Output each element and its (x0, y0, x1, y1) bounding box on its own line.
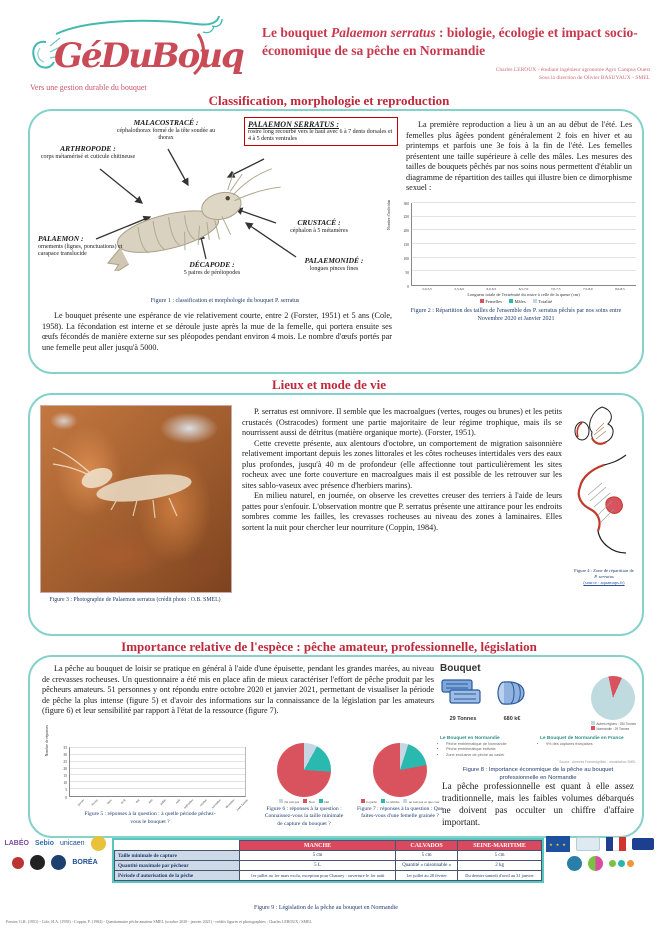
photo-shrimp-overlay (49, 446, 221, 526)
crustace-name: CRUSTACÉ : (297, 218, 341, 227)
malacostrace-desc: céphalothorax formé de la tête soudée au thorax (116, 127, 216, 141)
x-tick-label (232, 797, 249, 812)
bouquet-normandie-block (440, 736, 532, 759)
figure8-pie-legend (591, 721, 636, 732)
fishing-pot-icon (494, 676, 530, 710)
palaemonide-name: PALAEMONIDÉ : (304, 256, 364, 265)
figure5-caption (54, 811, 246, 826)
femelles-swatch (480, 299, 484, 303)
periode-manche: 1er juillet au 1er mars exclu, exception pour Chausey : ouverture le 1er août (240, 871, 396, 881)
x-tick-label (191, 797, 208, 810)
legend-males (509, 299, 526, 304)
fig6-swatch-oui (319, 799, 323, 803)
tonnage-stat (440, 676, 486, 722)
borea-logo: BORÉA (72, 859, 98, 866)
quantite-calvados: Quantité « raisonnable » (396, 861, 458, 871)
fig6-legend-item1 (279, 799, 299, 804)
table-corner-cell (115, 841, 240, 851)
y-tick-label: 0 (65, 795, 67, 800)
y-tick-label: 50 (405, 270, 409, 275)
decapode-name: DÉCAPODE : (189, 260, 235, 269)
fig7-legend-label2: la relâche (386, 800, 400, 804)
row-label-taille: Taille minimale de capture (115, 851, 240, 861)
figure5-caption-line1: Figure 5 : réponses à la question : à quelle période pêchez- (84, 811, 216, 817)
x-tick-text: août (174, 798, 181, 805)
fig7-swatch-nesaitpas (403, 799, 407, 803)
france-flag-logo (606, 837, 626, 851)
y-tick-label: 30 (63, 752, 67, 757)
section2-paragraph3: En milieu naturel, en journée, on observe les crevettes creuser des terriers à l'aide de leurs pattes pour s'enfouir. L'observation montre que P. serratus présente une attirance pour les endroits sombres comme les failles, les crevasses rocheuses au niveau des zones à laminaires. Elles sortent la nuit pour chercher leur nourriture (Coppin, 1984). (242, 491, 562, 532)
section3-intro-paragraph: La pêche au bouquet de loisir se pratique en général à l'aide d'une épuisette, pendant les grandes marées, au niveau de crevasses rocheuses. Un questionnaire a été mis en place afin de mieux caractériser l'effort de pêche produit par les pêcheurs amateurs. 51 personnes y ont répondu entre octobre 2020 et janvier 2021, permettant de visualiser la période de pêche la plus intense (figure 5) et d'avoir des informations sur la connaissance de la législation par les amateurs (figure 6) et leur sensibilité par rapport à l'état de la ressource (figure 7). (42, 664, 434, 715)
figure7-caption (354, 806, 446, 821)
x-tick-text: avril (119, 798, 127, 805)
periode-seine-maritime: Du dernier samedi d'avril au 31 janvier (458, 871, 542, 881)
label-palaemon-serratus (244, 117, 398, 146)
fig8-legend-red (591, 726, 636, 731)
gridline (412, 216, 636, 217)
x-tick-label (219, 797, 236, 810)
figure7-caption-line1: Figure 7 : réponses à la question : Que (356, 806, 444, 812)
section1-right-paragraph: La première reproduction a lieu à un an au début de l'été. Les femelles plus âgées pondent généralement 2 fois en hiver et au printemps et parfois une 3e fois à la fin de l'été. Les femelles présentent une taille supérieure à celle des mâles. Les mesures des tailles de bouquets pêchés par nos soins nous permettent d'établir un diagramme de répartition des tailles qui illustre bien ce dimorphisme sexuel : (406, 120, 632, 192)
labeo-logo: LABÉO (4, 840, 29, 847)
figure6-pie (277, 743, 331, 797)
x-tick-text: juin (147, 798, 154, 805)
figure7-legend (354, 799, 446, 804)
section2-paragraph1: P. serratus est omnivore. Il semble que les macroalgues (vertes, rouges ou brunes) et les petits crustacés (Ostracodes) forment une partie majoritaire de leur régime trophique, mais ils se nourrissent aussi de détritus (matière organique morte). (Forster, 1951). (242, 407, 562, 437)
figure6-legend (262, 799, 346, 804)
table-row (115, 851, 542, 861)
figure9-caption: Figure 9 : Législation de la pêche au bouquet en Normandie (254, 905, 398, 911)
figure8-caption-line1: Figure 8 : Importance économique de la pêche au bouquet (462, 767, 614, 774)
x-tick-label: 7,0-7,5 (550, 287, 561, 291)
eu-flag-logo: ★ ★ ★ (546, 836, 570, 852)
figure8-caption-line2: professionnelle en Normandie (499, 775, 577, 781)
title-part1: Le bouquet (262, 25, 332, 40)
partner-logo-blue-rect (632, 838, 654, 850)
decapode-desc: 5 paires de péréiopodes (183, 269, 241, 276)
section1-panel (28, 109, 644, 374)
bouquet-france-list (546, 742, 632, 748)
logo-tagline: Vers une gestion durable du bouquet (30, 83, 147, 92)
x-tick-text: décembre (224, 798, 236, 810)
figure8-pie (591, 676, 635, 720)
x-tick-label (123, 797, 140, 810)
figure2-caption (396, 307, 636, 323)
sebio-logo: Sebio (34, 840, 55, 847)
figure6-caption-line1: Figure 6 : réponses à la question : (266, 806, 342, 812)
fig8-legend-normandie-label: Normandie : 29 Tonnes (596, 727, 630, 732)
partner-logo-navy-circle (51, 855, 66, 870)
x-tick-label: 5,5-6,0 (454, 287, 465, 291)
y-tick-label: 20 (63, 766, 67, 771)
bouquet-france-title: Le Bouquet de Normandie en France (540, 735, 624, 741)
figure4-distribution-map (568, 403, 640, 587)
figure5-y-axis (45, 725, 69, 800)
x-tick-text: septembre (182, 798, 195, 810)
figure2-size-distribution-chart (387, 199, 636, 323)
revenue-stat (494, 676, 530, 722)
label-crustace (260, 219, 378, 235)
gridline (70, 781, 245, 782)
fig6-legend-item3 (319, 799, 330, 804)
malacostrace-name: MALACOSTRACÉ : (133, 118, 199, 127)
revenue-value: 680 k€ (503, 716, 521, 722)
y-tick-label: 100 (403, 256, 409, 261)
figure2-x-axis-title: Longueur totale de l'extrémité du rostre à celle de la queue (cm) (467, 292, 580, 297)
legend-totalite-label: Totalité (538, 299, 553, 304)
partner-logo-pink-green (588, 856, 603, 871)
figure1-caption: Figure 1 : classification et morphologie du bouquet P. serratus (150, 298, 300, 304)
quantite-manche: 5 L (240, 861, 396, 871)
quantite-seine-maritime: 2 kg (458, 861, 542, 871)
legend-femelles (480, 299, 502, 304)
x-tick-label: 7,5-8,0 (582, 287, 593, 291)
figure6-pie-chart (262, 743, 346, 828)
figure2-caption-line2: Novembre 2020 et Janvier 2021 (477, 316, 555, 323)
credit-line-2: Sous la direction de Olivier BASUYAUX - SMEL (538, 75, 650, 82)
label-malacostrace (110, 119, 222, 141)
partner-logos-left (2, 836, 108, 870)
x-tick-label: 5,0-5,5 (422, 287, 432, 291)
bouquet-heading: Bouquet (440, 663, 481, 674)
logo-wordmark: GéDuBouq (54, 36, 243, 76)
x-tick-text: mai (133, 798, 140, 805)
y-tick-label: 25 (63, 759, 67, 764)
fig6-legend-label1: Ne sait pas (284, 800, 300, 804)
legend-totalite (533, 299, 552, 304)
bouquet-france-block (540, 736, 632, 759)
section2-panel (28, 393, 644, 636)
y-tick-label: 35 (63, 745, 67, 750)
x-tick-label (96, 797, 113, 810)
section3-panel (28, 655, 644, 838)
figure2-plot-area (411, 203, 636, 286)
x-tick-label: 6,0-6,5 (486, 287, 497, 291)
fig7-legend-item1 (361, 799, 377, 804)
figure8-economic-infographic (440, 663, 636, 783)
fig8-legend-autres-label: Autres régions : 250 Tonnes (596, 722, 636, 726)
figure4-caption-line1: Figure 4 : Zone de répartition de (574, 568, 634, 573)
row-label-periode: Période d'autorisation de la pêche (115, 871, 240, 881)
partner-logo-yellow (91, 836, 106, 851)
x-tick-text: janvier (76, 798, 86, 807)
table-row (115, 871, 542, 881)
label-decapode (158, 261, 266, 277)
section2-text (242, 407, 562, 533)
gridline (70, 788, 245, 789)
fig7-swatch-relache (381, 799, 385, 803)
x-tick-label (137, 797, 154, 810)
bouquet-normandie-item3: • Zone exclusive de pêche au casier (446, 753, 532, 759)
serratus-desc: rostre long recourbé vers le haut avec 6 à 7 dents dorsales et 4 à 5 dents ventrales (248, 129, 393, 143)
table-header-manche: MANCHE (240, 841, 396, 851)
y-tick-label: 15 (63, 774, 67, 779)
section1-title: Classification, morphologie et reproduction (208, 93, 450, 108)
tonnage-value: 29 Tonnes (449, 716, 477, 722)
arthropode-name: ARTHROPODE : (60, 144, 116, 153)
bouquet-normandie-item1: • Pêche emblématique de Normandie (446, 742, 532, 748)
fig6-swatch-nesaitpas (279, 799, 283, 803)
gridline (412, 270, 636, 271)
figure7-caption-line2: faites-vous d'une femelle grainée ? (361, 813, 439, 820)
bouquet-france-item1: • 9% des captures françaises (546, 742, 632, 748)
table-row (115, 861, 542, 871)
periode-calvados: 1er juillet au 28 février (396, 871, 458, 881)
author-credits (415, 66, 650, 83)
gridline (412, 202, 636, 203)
x-tick-label (151, 797, 168, 810)
fig7-legend-label3: ne sait pas ce que c'est (408, 800, 440, 804)
partner-logo-teal-circle (567, 856, 582, 871)
x-tick-label (205, 797, 222, 810)
x-tick-text: toute l'année (235, 798, 249, 812)
bouquet-stats-row (440, 676, 636, 732)
x-tick-label (164, 797, 181, 810)
x-tick-label (83, 797, 100, 810)
y-tick-label: 250 (403, 215, 409, 220)
x-tick-label: 8,0-8,5 (615, 287, 625, 291)
fig7-swatch-garde (361, 799, 365, 803)
crustace-desc: céphalon à 5 métamères (290, 227, 348, 234)
fig7-legend-item3 (403, 799, 439, 804)
figure1-classification-diagram (38, 117, 396, 301)
figure2-y-axis (387, 199, 411, 289)
taille-calvados: 5 cm (396, 851, 458, 861)
y-tick-label: 10 (63, 781, 67, 786)
unicaen-logo: unicaen (60, 840, 85, 847)
x-tick-text: février (90, 798, 100, 807)
bibliography-line: Forster, G.R. (1951) - Cole, H.A. (1958) - Coppin, F. (1984) - Questionnaire pêche amateur SMEL (octobre 2020 - janvier 2021) - crédits figures et photographies : Charles LEROUX / SMEL (6, 919, 312, 924)
fig6-swatch-non (303, 799, 307, 803)
legend-males-label: Mâles (514, 299, 526, 304)
partner-logos-right (544, 836, 656, 871)
section2-paragraph2: Cette crevette présente, aux alentours d'octobre, un comportement de migration saisonnière relativement important depuis les zones littorales et les côtes rocheuses intertidales vers des eaux plus profondes, jusqu'à 40 m de profondeur (elle affectionne tout particulièrement les sites rocheux avec une forte couverture en macroalgues mais il est possible de les retrouver sur les sites sablo-vaseux avec présence d'herbiers marins). (242, 438, 562, 490)
figure3-caption: Figure 3 : Photographie de Palaemon serratus (crédit photo : O.B. SMEL) (49, 597, 221, 603)
figure4-source-link[interactable]: (source : aquamaps.fr) (583, 580, 625, 586)
section2-title: Lieux et mode de vie (271, 377, 387, 392)
section3-title: Importance relative de l'espèce : pêche amateur, professionnelle, législation (121, 639, 537, 654)
bouquet-normandie-list (446, 742, 532, 759)
figure4-caption-line2: P. serratus (594, 574, 614, 580)
y-tick-label: 0 (407, 284, 409, 289)
taille-manche: 5 cm (240, 851, 396, 861)
x-tick-label (178, 797, 195, 810)
x-tick-text: mars (105, 798, 113, 805)
figure6-caption-line2: Connaissez-vous la taille minimale (264, 813, 344, 820)
gridline (70, 768, 245, 769)
label-palaemon (38, 235, 130, 257)
bouquet-subsections (440, 736, 636, 759)
x-tick-text: octobre (198, 798, 208, 808)
credit-line-1: Charles LEROUX - étudiant ingénieur agronome Agro Campus Ouest (495, 67, 650, 73)
gedubouq-logo (26, 12, 243, 94)
label-arthropode (40, 145, 136, 161)
table-header-calvados: CALVADOS (396, 841, 458, 851)
bouquet-normandie-title: Le Bouquet en Normandie (440, 735, 500, 741)
poster-title (262, 24, 652, 60)
figure7-pie (373, 743, 427, 797)
gridline (412, 257, 636, 258)
figure2-x-labels (411, 286, 636, 291)
fig8-swatch-autres (591, 721, 595, 725)
figure7-pie-chart (354, 743, 446, 821)
partner-logo-red (12, 857, 24, 869)
males-swatch (509, 299, 513, 303)
fig7-legend-label1: la garde (366, 800, 377, 804)
europe-coast-map (568, 403, 640, 561)
label-palaemonide (278, 257, 390, 273)
bouquet-normandie-item2: • Pêche emblématique estivale (446, 747, 532, 753)
taille-seine-maritime: 5 cm (458, 851, 542, 861)
palaemon-desc: ornements (lignes, ponctuations) et carapace translucide (38, 243, 123, 257)
y-tick-label: 300 (403, 201, 409, 206)
figure5-plot-row (45, 725, 246, 800)
x-tick-text: juillet (159, 798, 168, 806)
figure8-source: Source : données FranceAgriMer - visualisation SMEL (559, 760, 636, 765)
section1-left-paragraph: Le bouquet présente une espérance de vie relativement courte, entre 2 (Forster, 1951) et 5 ans (Cole, 1958). La fécondation est interne et se déroule juste après la mue de la femelle, qui portera ensuite ses œufs fécondés de manière externe sur ses pléopodes pendant environ 4 mois. Le nombre d'œufs portés par une femelle peut aller jusqu'à 5000. (42, 311, 392, 352)
figure2-y-axis-label: Nombre d'individus (387, 199, 391, 230)
figure4-caption (568, 568, 640, 587)
gridline (70, 761, 245, 762)
x-tick-label (69, 797, 86, 810)
partner-logo-pale (576, 837, 600, 851)
gridline (70, 754, 245, 755)
x-tick-label: 6,5-7,0 (518, 287, 529, 291)
title-part2: : biologie, écologie et impact socio-économique de sa pêche en Normandie (262, 25, 638, 58)
arthropode-desc: corps métamérisé et cuticule chitineuse (40, 153, 136, 160)
figure5-y-axis-label: Nombre de réponses (45, 725, 49, 757)
palaemonide-desc: longues pinces fines (309, 265, 359, 272)
figure6-caption (262, 806, 346, 828)
legend-femelles-label: Femelles (485, 299, 502, 304)
aquacaen-dots-logo (609, 860, 634, 867)
partner-logo-black-circle (30, 855, 45, 870)
y-tick-label: 200 (403, 229, 409, 234)
y-tick-label: 150 (403, 243, 409, 247)
figure5-x-labels (69, 797, 249, 812)
gridline (70, 774, 245, 775)
fig6-legend-label3: Oui (324, 800, 330, 804)
x-tick-label (110, 797, 127, 810)
figure5-plot-area (69, 747, 246, 797)
professional-fishing-paragraph: La pêche professionnelle est quant à elle assez traditionnelle, mais les faibles volumes débarqués ne doivent pas occulter un chiffre d'affaire important. (442, 781, 634, 827)
figure6-caption-line3: de capture du bouquet ? (277, 820, 331, 827)
figure3-shrimp-photo (40, 405, 232, 593)
title-species: Palaemon serratus (331, 25, 436, 40)
figure5-caption-line2: vous le bouquet ? (130, 818, 170, 825)
gridline (70, 747, 245, 748)
x-tick-text: novembre (210, 798, 222, 810)
fig7-legend-item2 (381, 799, 400, 804)
totalite-swatch (533, 299, 537, 303)
fig8-swatch-normandie (591, 726, 595, 730)
row-label-quantite: Quantité maximale par pêcheur (115, 861, 240, 871)
gridline (412, 229, 636, 230)
fish-crates-icon (440, 676, 486, 710)
table-header-row (115, 841, 542, 851)
y-tick-label: 5 (65, 788, 67, 793)
figure2-legend (396, 299, 636, 304)
table-header-seine-maritime: SEINE-MARITIME (458, 841, 542, 851)
figure8-pie-wrap (591, 676, 636, 732)
gridline (412, 243, 636, 244)
figure5-fishing-period-chart (45, 725, 249, 826)
fig6-legend-item2 (303, 799, 314, 804)
figure2-caption-line1: Figure 2 : Répartition des tailles de l'ensemble des P. serratus pêchés par nos soins entre (410, 308, 622, 314)
serratus-name: PALAEMON SERRATUS : (248, 120, 339, 129)
figure9-legislation-table (112, 838, 544, 883)
fig6-legend-label2: Non (308, 800, 315, 804)
palaemon-name: PALAEMON : (38, 234, 84, 243)
